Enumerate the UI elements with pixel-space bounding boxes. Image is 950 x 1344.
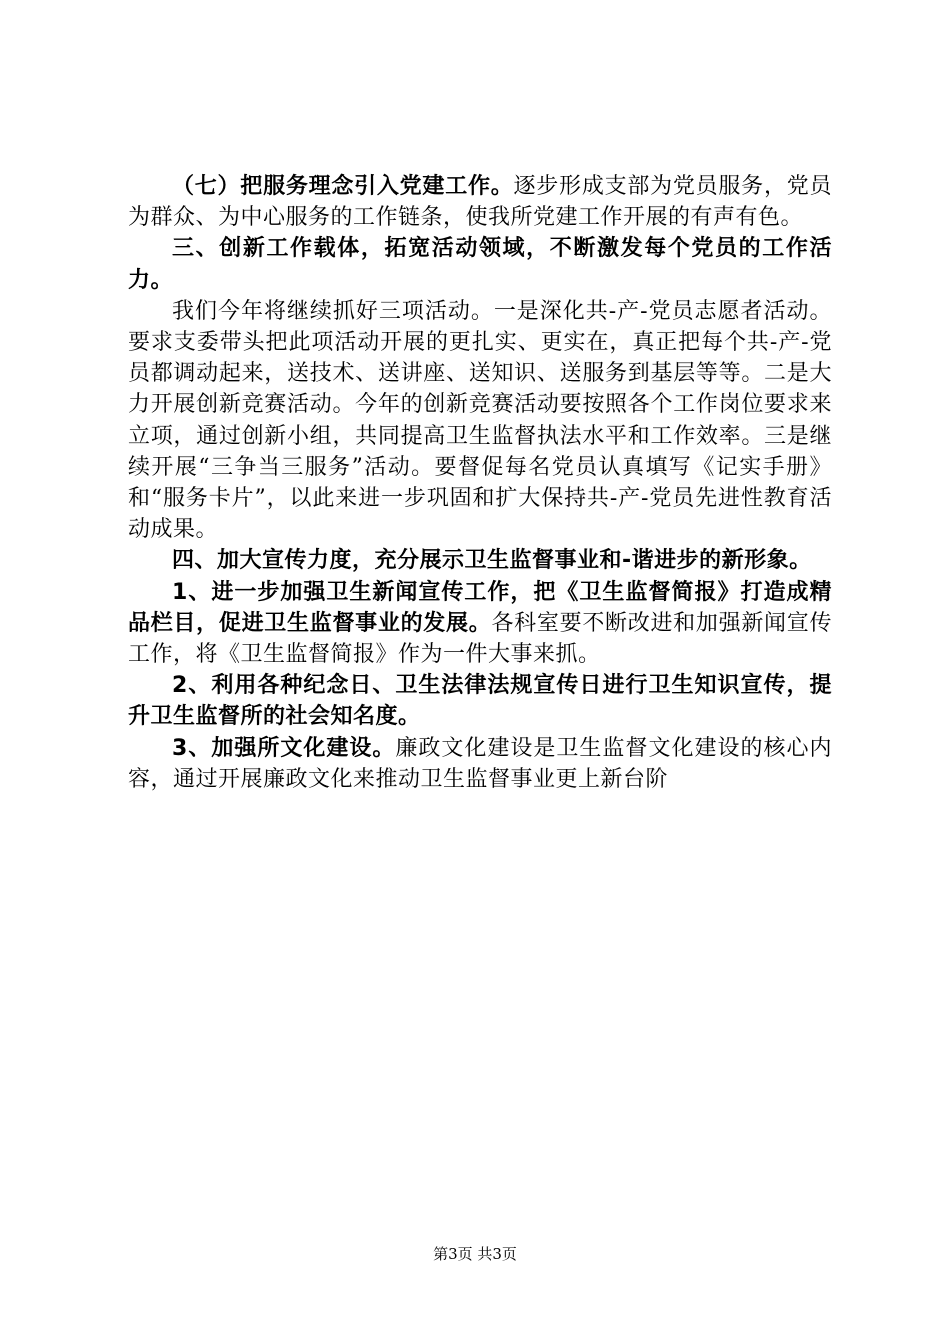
section-heading-text: 四、加大宣传力度，充分展示卫生监督事业和-谐进步的新形象。 (172, 548, 812, 574)
paragraph-item-1 (128, 577, 832, 671)
section-heading-4 (128, 545, 832, 576)
paragraph-item-2 (128, 670, 832, 732)
paragraph-lead: 2、利用各种纪念日、卫生法律法规宣传日进行卫生知识宣传，提升卫生监督所的社会知名度。 (128, 673, 832, 730)
page-number-label: 第3页 共3页 (433, 1245, 517, 1263)
paragraph-lead: 1、进一步加强卫生新闻宣传工作，把《卫生监督简报》打造成精品栏目，促进卫生监督事业的发展。 (128, 579, 832, 636)
paragraph-service-concept (128, 171, 832, 233)
section-heading-text: 三、创新工作载体，拓宽活动领域，不断激发每个党员的工作活力。 (128, 236, 832, 293)
document-body (128, 171, 832, 795)
paragraph-lead: （七）把服务理念引入党建工作。 (172, 174, 514, 199)
page-footer (0, 1244, 950, 1264)
section-heading-3 (128, 233, 832, 295)
paragraph-text: 各科室要不断改进和加强新闻宣传工作，将《卫生监督简报》作为一件大事来抓。 (128, 610, 832, 668)
paragraph-text: 廉政文化建设是卫生监督文化建设的核心内容，通过开展廉政文化来推动卫生监督事业更上新台阶 (128, 735, 832, 792)
paragraph-lead: 3、加强所文化建设。 (172, 735, 396, 761)
paragraph-item-3 (128, 733, 832, 795)
paragraph-text: 逐步形成支部为党员服务，党员为群众、为中心服务的工作链条，使我所党建工作开展的有声有色。 (128, 174, 832, 231)
paragraph-text: 我们今年将继续抓好三项活动。一是深化共-产-党员志愿者活动。要求支委带头把此项活动开展的更扎实、更实在，真正把每个共-产-党员都调动起来，送技术、送讲座、送知识、送服务到基层等等。二是大力开展创新竞赛活动。今年的创新竞赛活动要按照各个工作岗位要求来立项，通过创新小组，共同提高卫生监督执法水平和工作效率。三是继续开展“三争当三服务”活动。要督促每名党员认真填写《记实手册》和“服务卡片”，以此来进一步巩固和扩大保持共-产-党员先进性教育活动成果。 (128, 298, 832, 543)
paragraph-three-activities (128, 296, 832, 546)
